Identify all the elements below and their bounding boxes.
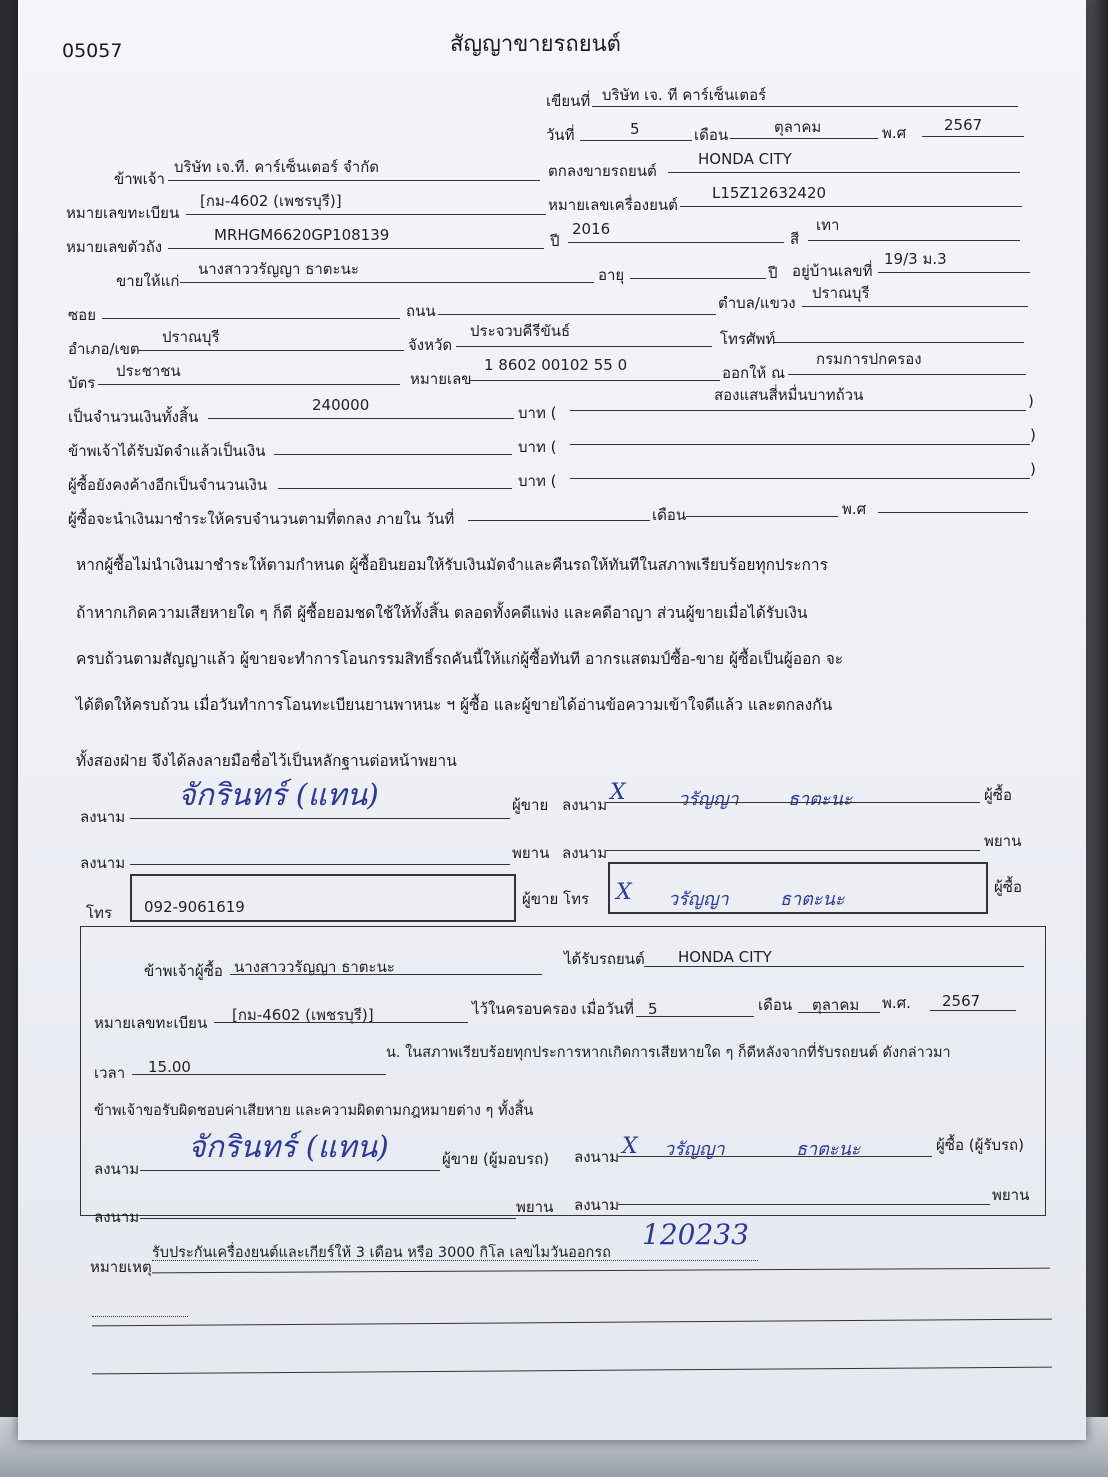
car-color-line: [808, 240, 1020, 241]
written-at-value: บริษัท เจ. ที คาร์เซ็นเตอร์: [602, 86, 767, 104]
buyer-signature-last: ธาตะนะ: [788, 789, 853, 810]
date-month-line: [730, 138, 878, 139]
document-number: 05057: [62, 40, 123, 62]
terms-line-5: ทั้งสองฝ่าย จึงได้ลงลายมือชื่อไว้เป็นหลักฐานต่อหน้าพยาน: [76, 752, 457, 770]
remaining-baht-label: บาท (: [518, 472, 557, 490]
seller-signature: จักรินทร์ (แทน): [178, 778, 379, 813]
witness1-sign-label: ลงนาม: [80, 854, 126, 872]
card-line: [98, 384, 400, 385]
subdistrict-value: ปราณบุรี: [812, 284, 870, 302]
remaining-close: ): [1030, 460, 1036, 478]
year-label: พ.ศ: [882, 124, 907, 142]
buyer-name-line: [180, 282, 594, 283]
seller-name: บริษัท เจ.ที. คาร์เซ็นเตอร์ จำกัด: [174, 158, 380, 176]
buyer-box-signature-last: ธาตะนะ: [780, 889, 845, 910]
remark-line-1: [152, 1268, 1050, 1274]
remark-line-3: [92, 1367, 1052, 1375]
seller-label: ข้าพเจ้า: [114, 170, 165, 188]
agree-label: ตกลงขายรถยนต์: [548, 162, 657, 180]
receipt-buyer-signature-first: วรัญญา: [664, 1139, 725, 1160]
due-label: ผู้ซื้อจะนำเงินมาชำระให้ครบจำนวนตามที่ตกลง ภายใน วันที่: [68, 510, 455, 528]
id-line: [470, 380, 720, 381]
document-title: สัญญาขายรถยนต์: [450, 32, 621, 57]
receipt-witness2-sign-label: ลงนาม: [574, 1196, 620, 1214]
car-year: 2016: [572, 220, 611, 238]
receipt-car: HONDA CITY: [678, 948, 772, 966]
month-label: เดือน: [694, 126, 729, 144]
buyer-sign-label: ลงนาม: [562, 796, 608, 814]
buyer-sign-line: [606, 802, 980, 803]
chassis-number: MRHGM6620GP108139: [214, 226, 390, 244]
remaining-line: [278, 488, 512, 489]
registration-value: [กม-4602 (เพชรบุรี)]: [200, 192, 342, 210]
receipt-time-line: [132, 1074, 386, 1075]
buyer-role-label: ผู้ซื้อ: [984, 786, 1012, 804]
receipt-time-label: เวลา: [94, 1064, 126, 1082]
car-model-line: [668, 172, 1020, 173]
remark-label: หมายเหตุ: [90, 1258, 152, 1276]
buyer-box-mark: X: [616, 880, 632, 905]
engine-line: [680, 206, 1022, 207]
receipt-witness1-sign-label: ลงนาม: [94, 1208, 140, 1226]
card-label: บัตร: [68, 374, 96, 392]
witness1-role-label: พยาน: [512, 844, 550, 862]
phone-line: [774, 342, 1024, 343]
remark-line-2: [92, 1319, 1052, 1327]
house-line: [878, 272, 1030, 273]
house-number: 19/3 ม.3: [884, 250, 947, 268]
buyer-box-role-label: ผู้ซื้อ: [994, 878, 1022, 896]
receipt-buyer-role: ผู้ซื้อ (ผู้รับรถ): [936, 1136, 1024, 1154]
color-label: สี: [790, 230, 800, 248]
date-day-line: [580, 140, 692, 141]
receipt-year-line: [930, 1010, 1016, 1011]
receipt-seller-signature: จักรินทร์ (แทน): [188, 1130, 389, 1165]
chassis-line: [168, 248, 544, 249]
seller-sign-line: [130, 818, 510, 819]
id-label: หมายเลข: [410, 370, 472, 388]
remark-text: รับประกันเครื่องยนต์และเกียร์ให้ 3 เดือน หรือ 3000 กิโล เลขไมวันออกรถ: [152, 1245, 611, 1261]
seller-name-line: [168, 180, 540, 181]
receipt-reg: [กม-4602 (เพชรบุรี)]: [232, 1006, 374, 1024]
deposit-baht-label: บาท (: [518, 438, 557, 456]
age-line: [630, 278, 766, 279]
soi-label: ซอย: [68, 306, 96, 324]
remaining-label: ผู้ซื้อยังคงค้างอีกเป็นจำนวนเงิน: [68, 476, 268, 494]
issued-label: ออกให้ ณ: [722, 364, 785, 382]
receipt-witness2-line: [618, 1204, 990, 1205]
district-label: อำเภอ/เขต: [68, 340, 140, 358]
receipt-year-label: พ.ศ.: [882, 994, 911, 1012]
car-year-line: [568, 242, 784, 243]
receipt-buyer-name: นางสาววรัญญา ธาตะนะ: [234, 958, 395, 976]
witness2-role-label: พยาน: [984, 832, 1022, 850]
receipt-buyer-sign-label: ลงนาม: [574, 1148, 620, 1166]
province-value: ประจวบคีรีขันธ์: [470, 322, 571, 340]
buyer-signature-mark: X: [610, 780, 626, 805]
card-type: ประชาชน: [116, 362, 181, 380]
due-day-line: [468, 520, 650, 521]
date-label: วันที่: [546, 126, 575, 144]
deposit-label: ข้าพเจ้าได้รับมัดจำแล้วเป็นเงิน: [68, 442, 266, 460]
written-at-label: เขียนที่: [546, 92, 591, 110]
district-line: [138, 350, 404, 351]
seller-phone-label: ผู้ขาย โทร: [522, 890, 590, 908]
witness2-sign-label: ลงนาม: [562, 844, 608, 862]
province-line: [456, 346, 712, 347]
due-year-line: [878, 512, 1028, 513]
due-year-label: พ.ศ: [842, 500, 867, 518]
receipt-month-label: เดือน: [758, 996, 793, 1014]
sold-to-label: ขายให้แก่: [116, 272, 180, 290]
buyer-box-signature-first: วรัญญา: [668, 889, 729, 910]
remark-mileage: 120233: [642, 1218, 749, 1251]
total-line: [208, 418, 514, 419]
receipt-day: 5: [648, 1000, 658, 1018]
seller-sign-label: ลงนาม: [80, 808, 126, 826]
vehicle-receipt-section: [80, 926, 1046, 1216]
total-baht-label: บาท (: [518, 404, 557, 422]
due-month-line: [686, 516, 838, 517]
total-words-line: [570, 410, 1026, 411]
total-label: เป็นจำนวนเงินทั้งสิ้น: [68, 408, 199, 426]
terms-line-1: หากผู้ซื้อไม่นำเงินมาชำระให้ตามกำหนด ผู้ซื้อยินยอมให้รับเงินมัดจำและคืนรถให้ทันทีในสภาพเรียบร้อยทุกประการ: [76, 556, 828, 574]
witness2-sign-line: [606, 850, 980, 851]
receipt-possession-label: ไว้ในครอบครอง เมื่อวันที่: [472, 1000, 634, 1018]
remaining-words-line: [570, 478, 1030, 479]
receipt-car-line: [644, 966, 1024, 967]
receipt-buyer-signature-last: ธาตะนะ: [796, 1139, 861, 1160]
due-month-label: เดือน: [652, 506, 687, 524]
deposit-close: ): [1030, 426, 1036, 444]
date-month: ตุลาคม: [774, 118, 822, 136]
total-words: สองแสนสี่หมื่นบาทถ้วน: [714, 386, 864, 404]
house-label: อยู่บ้านเลขที่: [792, 262, 873, 280]
receipt-buyer-line: [230, 974, 542, 975]
phone-row-label: โทร: [86, 904, 113, 922]
car-year-label: ปี: [550, 232, 560, 250]
age-label: อายุ: [598, 266, 625, 284]
engine-number: L15Z12632420: [712, 184, 827, 202]
witness1-sign-line: [130, 864, 510, 865]
terms-line-2: ถ้าหากเกิดความเสียหายใด ๆ ก็ดี ผู้ซื้อยอมชดใช้ให้ทั้งสิ้น ตลอดทั้งคดีแพ่ง และคดีอาญา ส่วนผู้ขายเมื่อได้รับเงิน: [76, 604, 808, 622]
phone-label: โทรศัพท์: [720, 330, 776, 348]
car-model: HONDA CITY: [698, 150, 792, 168]
total-amount: 240000: [312, 396, 370, 414]
receipt-reg-line: [214, 1022, 468, 1023]
receipt-condition-text: น. ในสภาพเรียบร้อยทุกประการหากเกิดการเสียหายใด ๆ ก็ดีหลังจากที่รับรถยนต์ ดังกล่าวมา: [386, 1045, 951, 1061]
receipt-seller-role: ผู้ขาย (ผู้มอบรถ): [442, 1150, 550, 1168]
subdistrict-line: [802, 306, 1028, 307]
receipt-reg-label: หมายเลขทะเบียน: [94, 1014, 208, 1032]
receipt-witness1-role: พยาน: [516, 1198, 554, 1216]
receipt-seller-sign-label: ลงนาม: [94, 1160, 140, 1178]
receipt-received-label: ได้รับรถยนต์: [564, 950, 645, 968]
receipt-buyer-sign-line: [618, 1156, 932, 1157]
receipt-seller-sign-line: [140, 1170, 440, 1171]
receipt-time: 15.00: [148, 1058, 191, 1076]
date-year: 2567: [944, 116, 983, 134]
id-number: 1 8602 00102 55 0: [484, 356, 628, 374]
terms-line-4: ได้ติดให้ครบถ้วน เมื่อวันทำการโอนทะเบียนยานพาหนะ ฯ ผู้ซื้อ และผู้ขายได้อ่านข้อความเข้าใจดีแล้ว และตกลงกัน: [76, 696, 833, 714]
road-label: ถนน: [406, 302, 436, 320]
receipt-year: 2567: [942, 992, 981, 1010]
remark-dotted-line: [152, 1260, 758, 1261]
receipt-witness2-role: พยาน: [992, 1186, 1030, 1204]
receipt-buyer-label: ข้าพเจ้าผู้ซื้อ: [144, 962, 223, 980]
written-at-line: [592, 106, 1018, 107]
receipt-buyer-mark: X: [622, 1134, 638, 1159]
road-line: [438, 314, 716, 315]
terms-line-3: ครบถ้วนตามสัญญาแล้ว ผู้ขายจะทำการโอนกรรมสิทธิ์รถคันนี้ให้แก่ผู้ซื้อทันที อากรแสตมป์ซื้อ-ขาย ผู้ซื้อเป็นผู้ออก จะ: [76, 650, 844, 668]
deposit-line: [274, 454, 512, 455]
registration-line: [186, 214, 546, 215]
engine-label: หมายเลขเครื่องยนต์: [548, 196, 678, 214]
receipt-day-line: [636, 1016, 754, 1017]
car-color: เทา: [816, 216, 840, 234]
total-close: ): [1028, 392, 1034, 410]
receipt-month-line: [798, 1012, 880, 1013]
date-year-line: [922, 136, 1024, 137]
contract-sheet: [18, 0, 1086, 1440]
receipt-liability-text: ข้าพเจ้าขอรับผิดชอบค่าเสียหาย และความผิดตามกฎหมายต่าง ๆ ทั้งสิ้น: [94, 1103, 534, 1119]
age-years-label: ปี: [768, 264, 778, 282]
province-label: จังหวัด: [408, 336, 453, 354]
receipt-month: ตุลาคม: [812, 996, 860, 1014]
issued-line: [788, 374, 1026, 375]
deposit-words-line: [570, 444, 1030, 445]
buyer-signature-first: วรัญญา: [678, 789, 739, 810]
registration-label: หมายเลขทะเบียน: [66, 204, 180, 222]
chassis-label: หมายเลขตัวถัง: [66, 238, 163, 256]
seller-role-label: ผู้ขาย: [512, 796, 549, 814]
district-value: ปราณบุรี: [162, 328, 220, 346]
receipt-witness1-line: [140, 1218, 516, 1219]
date-day: 5: [630, 120, 640, 138]
seller-phone: 092-9061619: [144, 898, 245, 916]
subdistrict-label: ตำบล/แขวง: [718, 294, 796, 312]
soi-line: [102, 318, 400, 319]
remark-dotted-line-2: [92, 1316, 188, 1317]
buyer-name: นางสาววรัญญา ธาตะนะ: [198, 260, 359, 278]
issued-value: กรมการปกครอง: [816, 350, 922, 368]
